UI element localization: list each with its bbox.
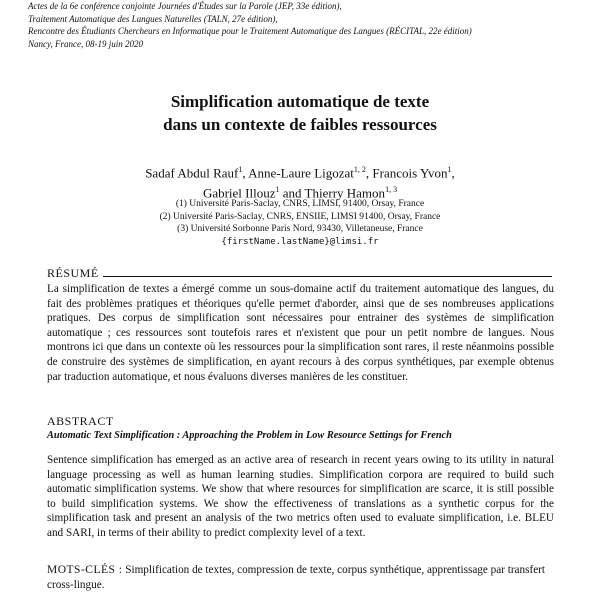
title-line: dans un contexte de faibles ressources [163,115,437,134]
header-line: Nancy, France, 08-19 juin 2020 [28,38,143,49]
affiliation: (1) Université Paris-Saclay, CNRS, LIMSI, 91400, Orsay, France [175,199,425,209]
affiliation: (2) Université Paris-Saclay, CNRS, ENSIIE, LIMSI 91400, Orsay, France [159,211,441,222]
separator: , [242,165,249,181]
author-name: Sadaf Abdul Rauf [145,165,239,181]
author-name: Francois Yvon [372,165,448,181]
author-name: Gabriel Illouz [202,185,276,201]
author-affil-ref: 1 [275,185,280,195]
section-title: RÉSUMÉ [47,266,99,280]
title-line: Simplification automatique de texte [170,92,430,111]
keywords-label: MOTS-CLÉS : [47,564,123,576]
affiliation: (3) Université Sorbonne Paris Nord, 93430, Villetaneuse, France [177,224,423,234]
keywords-text: Simplification de textes, compression de texte, corpus synthétique, apprentissage par transfert cross-lingue. [47,564,545,591]
separator: and [279,185,305,201]
section-title: ABSTRACT [47,414,114,428]
affiliations [0,198,600,248]
keywords [47,563,554,592]
abstract-heading [47,414,552,429]
divider [103,276,552,277]
header-line: Rencontre des Étudiants Chercheurs en Informatique pour le Traitement Automatique des Langues (RÉCITAL, 22e édition) [28,26,472,36]
conference-header [28,0,588,50]
resume-heading [47,266,552,281]
author-affil-ref: 1 [447,165,452,174]
separator: , [365,165,373,181]
header-line: Actes de la 6e conférence conjointe Journées d'Études sur la Parole (JEP, 33e édition), [28,1,342,11]
resume-text: La simplification de textes a émergé comme un sous-domaine actif du traitement automatique des langues, du fait des problèmes pratiques et théoriques qu'elle permet d'aborder, ainsi que de ses nombreuses applications pratiques. Des corpus de simplification sont nécessaires pour entrainer des systèmes de simplification automatique ; ces ressources sont toutefois rares et n'existent que pour un petit nombre de langues. Nous montrons ici que dans un contexte où les ressources pour la simplification sont rares, il reste néanmoins possible de construire des systèmes de simplification, en ayant recours à des corpus synthétiques, par exemple obtenus par traduction automatique, et nous évaluons diverses manières de les constituer. [47,283,554,383]
author-name: Thierry Hamon [304,185,386,201]
author-affil-ref: 1 [238,165,243,174]
author-affil-ref: 1, 2 [353,165,366,174]
english-title: Automatic Text Simplification : Approaching the Problem in Low Resource Settings for French [47,430,452,441]
author-name: Anne-Laure Ligozat [248,165,354,181]
abstract-text: Sentence simplification has emerged as an active area of research in recent years owing to its utility in natural language processing as well as human learning studies. Simplification corpora are required to build such automatic simplification systems. We show that where resources for simplification are scarce, it is still possible to build simplification systems. We show the effectiveness of translations as a synthetic corpus for the simplification task and present an analysis of the two metrics often used to evaluate simplification, i.e. BLEU and SARI, in terms of their ability to predict complexity level of a text. [47,454,554,539]
header-line: Traitement Automatique des Langues Naturelles (TALN, 27e édition), [28,13,278,24]
author-list: Sadaf Abdul Rauf$^1$, Anne-Laure Ligozat$^{1, 2}$, Francois Yvon$^1$, Gabriel Illouz$^1$ and Thierry Hamon$^{1, 3}$ [145,165,455,201]
paper-title [0,90,600,136]
author-email: {firstName.lastName}@limsi.fr [221,236,379,247]
author-affil-ref: 1, 3 [385,185,398,195]
